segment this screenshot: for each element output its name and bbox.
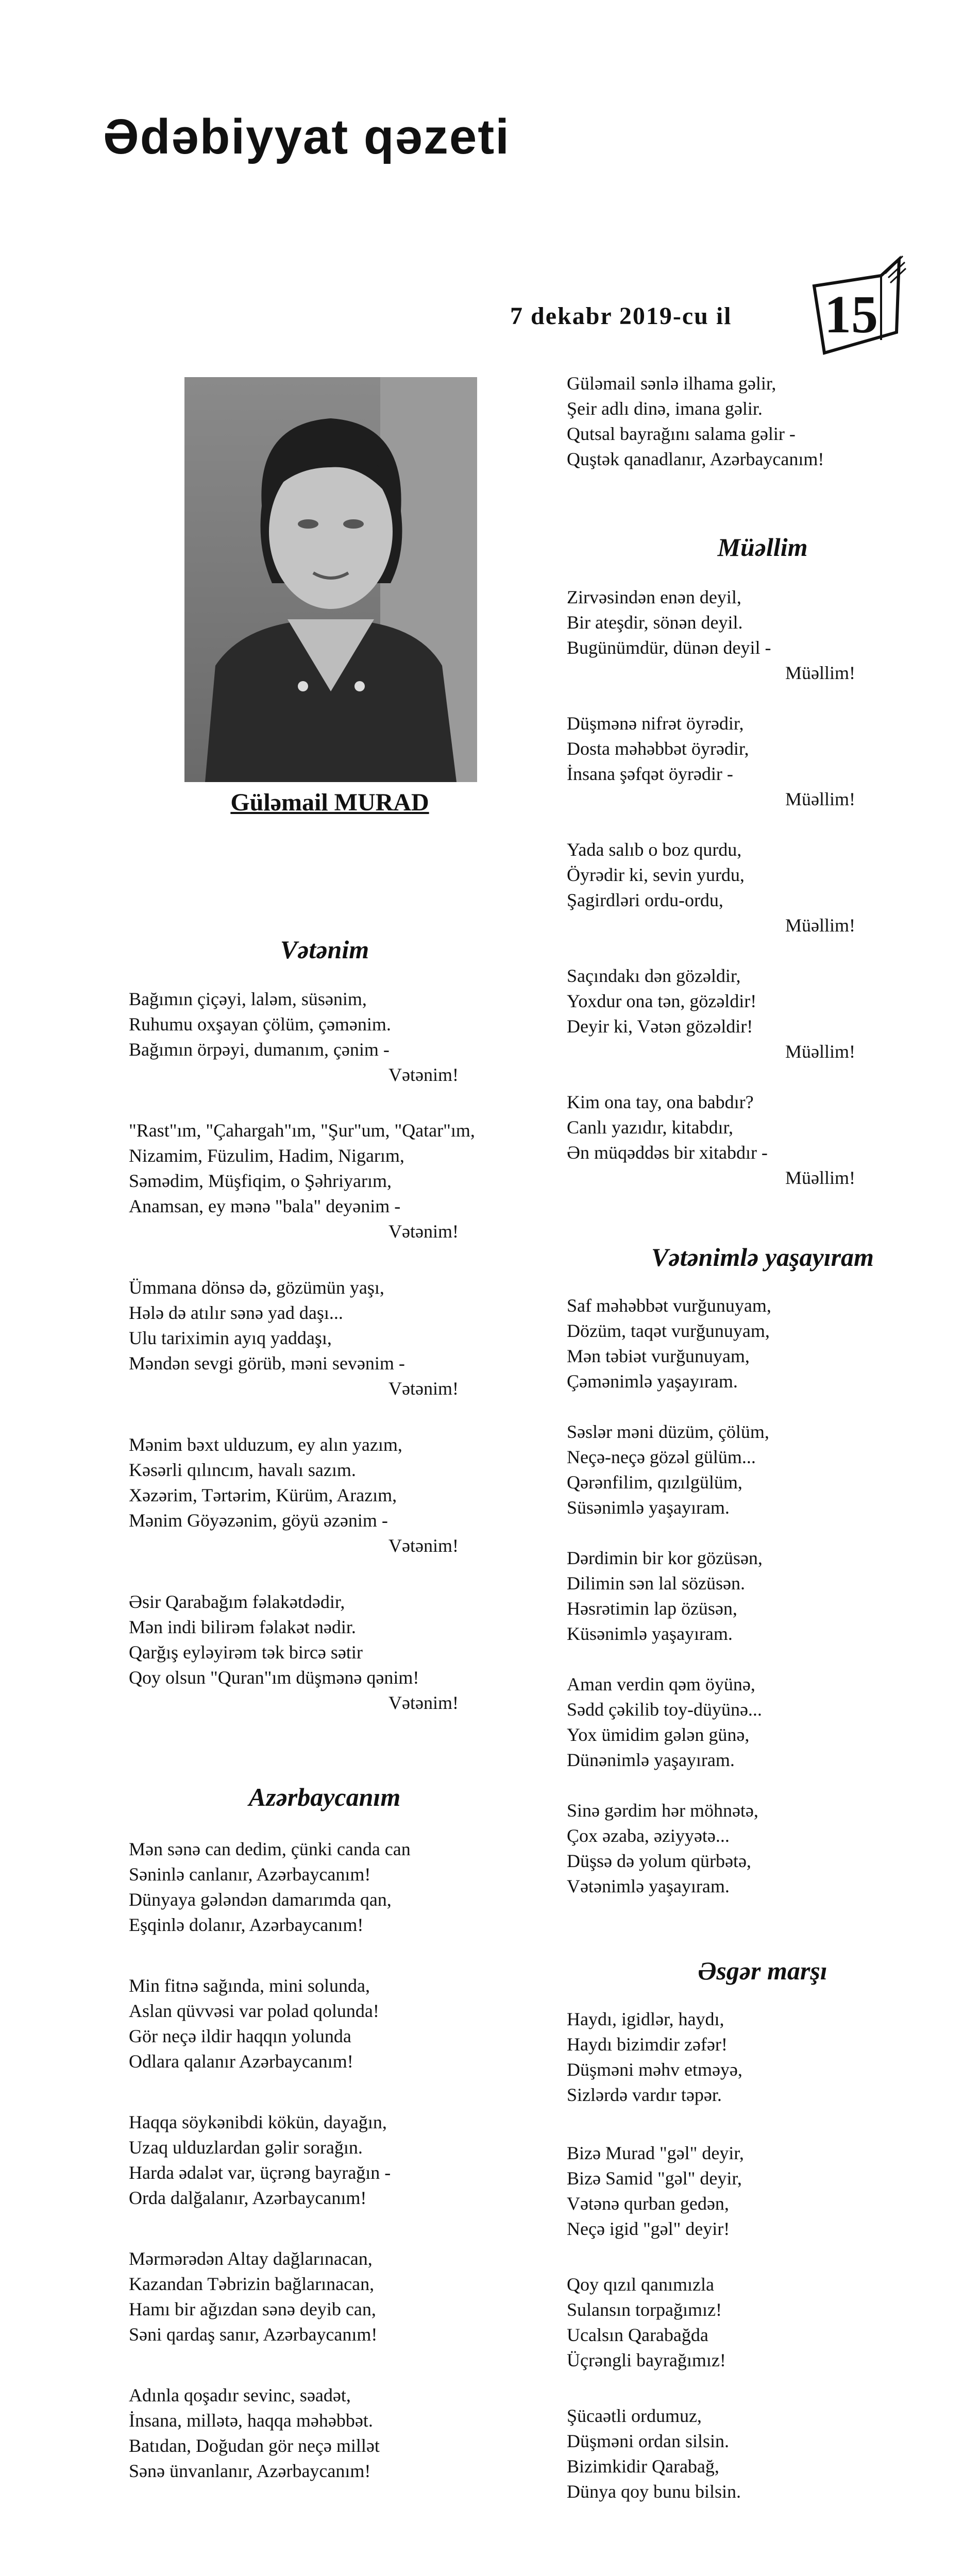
poem-refrain: Müəllim! [785,915,855,936]
issue-number: 15 [824,285,878,344]
poem-title-vetenim: Vətənim [280,935,369,964]
poem-line: Neçə igid "gəl" deyir! [567,2218,730,2239]
stanza [567,711,855,812]
stanza [567,1546,763,1647]
poem-line: Ucalsın Qarabağda [567,2325,708,2345]
stanza [129,2246,377,2347]
stanza [129,1275,459,1401]
poem-line: Dərdimin bir kor gözüsən, [567,1548,763,1568]
poem-line: Qərənfilim, qızılgülüm, [567,1472,742,1493]
stanza [129,2110,391,2211]
poem-line: Kim ona tay, ona babdır? [567,1092,754,1112]
poem-title-vetenimle: Vətənimlə yaşayıram [651,1243,874,1272]
poem-line: Neçə-neçə gözəl gülüm... [567,1447,756,1467]
poem-line: Saçındakı dən gözəldir, [567,965,741,986]
stanza [567,1672,762,1773]
poem-line: Deyir ki, Vətən gözəldir! [567,1016,753,1037]
poem-line: Sizlərdə vardır təpər. [567,2084,722,2105]
poem-line: Batıdan, Doğudan gör neçə millət [129,2435,380,2456]
poem-line: Min fitnə sağında, mini solunda, [129,1975,370,1996]
poem-line: Qarğış eyləyirəm tək bircə sətir [129,1642,363,1663]
poem-line: Kazandan Təbrizin bağlarınacan, [129,2274,375,2294]
poem-line: Ən müqəddəs bir xitabdır - [567,1142,768,1163]
poem-line: Həsrətimin lap özüsən, [567,1598,737,1619]
poem-line: Odlara qalanır Azərbaycanım! [129,2051,353,2072]
poem-line: Səni qardaş sanır, Azərbaycanım! [129,2324,378,2345]
open-book-icon [804,255,907,358]
poem-line: Dünya qoy bunu bilsin. [567,2481,741,2502]
poem-line: Çəmənimlə yaşayıram. [567,1371,738,1392]
poem-line: "Rast"ım, "Çahargah"ım, "Şur"um, "Qatar"ım, [129,1120,475,1141]
poem-title-azerbaycanim: Azərbaycanım [248,1783,401,1811]
poem-line: Vətənimlə yaşayıram. [567,1876,730,1896]
portrait-photo-icon [184,377,477,782]
poem-line: Aman verdin qəm öyünə, [567,1674,755,1694]
poem-line: Yada salıb o boz qurdu, [567,839,742,860]
poem-line: Mənim Göyəzənim, göyü əzənim - [129,1510,388,1531]
poem-line: Dosta məhəbbət öyrədir, [567,738,749,759]
poem-line: Sulansın torpağımız! [567,2299,722,2320]
poem-line: Adınla qoşadır sevinc, səadət, [129,2385,351,2405]
poem-line: Yox ümidim gələn günə, [567,1724,750,1745]
stanza [567,1293,771,1394]
poem-line: Yoxdur ona tən, gözəldir! [567,991,757,1011]
newspaper-title: Ədəbiyyat qəzeti [103,109,510,164]
poem-line: Vətənə qurban gedən, [567,2193,729,2214]
poem-line: Bizimkidir Qarabağ, [567,2456,719,2477]
poem-line: Hələ də atılır sənə yad daşı... [129,1302,343,1323]
poem-line: Quştək qanadlanır, Azərbaycanım! [567,449,824,469]
poem-line: Mən sənə can dedim, çünki canda can [129,1839,411,1859]
issue-number-badge [804,255,907,358]
stanza [567,2007,742,2108]
poem-line: Sinə gərdim hər möhnətə, [567,1800,758,1821]
poem-line: Hamı bir ağızdan sənə deyib can, [129,2299,376,2319]
poem-refrain: Müəllim! [785,1041,855,1062]
poem-refrain: Vətənim! [388,1535,459,1556]
stanza [129,1589,459,1716]
poem-line: Məndən sevgi görüb, məni sevənim - [129,1353,405,1374]
poem-line: Mərmərədən Altay dağlarınacan, [129,2248,373,2269]
poem-line: Öyrədir ki, sevin yurdu, [567,865,745,885]
poem-refrain: Müəllim! [785,1167,855,1188]
poem-line: Səninlə canlanır, Azərbaycanım! [129,1864,371,1885]
poem-line: Dilimin sən lal sözüsən. [567,1573,745,1594]
poem-refrain: Vətənim! [388,1221,459,1242]
author-photo [184,377,477,782]
poem-line: Güləmail sənlə ilhama gəlir, [567,373,776,394]
poem-refrain: Müəllim! [785,789,855,809]
poem-refrain: Vətənim! [388,1378,459,1399]
stanza [129,987,459,1088]
stanza [567,963,855,1064]
stanza [567,1419,769,1520]
stanza [567,2403,741,2504]
stanza [567,1798,758,1899]
poem-line: Dözüm, taqət vurğunuyam, [567,1320,770,1341]
poem-line: Mən təbiət vurğunuyam, [567,1346,750,1366]
poem-line: Əsir Qarabağım fəlakətdədir, [129,1591,345,1612]
stanza [129,1973,379,2074]
stanza [129,2383,380,2484]
poem-line: Ruhumu oxşayan çölüm, çəmənim. [129,1014,391,1035]
poem-line: Bağımın örpəyi, dumanım, çənim - [129,1039,390,1060]
stanza [567,837,855,938]
poem-line: Aslan qüvvəsi var polad qolunda! [129,2001,379,2021]
poem-line: Dünənimlə yaşayıram. [567,1750,735,1770]
poem-line: Səmədim, Müşfiqim, o Şəhriyarım, [129,1171,392,1191]
stanza [567,585,855,686]
poem-line: Şücaətli ordumuz, [567,2405,702,2426]
poem-line: Ulu tariximin ayıq yaddaşı, [129,1328,332,1348]
poem-line: Mən indi bilirəm fəlakət nədir. [129,1617,356,1637]
stanza [129,1118,475,1244]
poem-line: Düşmənə nifrət öyrədir, [567,713,744,734]
poem-line: Haqqa söykənibdi kökün, dayağın, [129,2112,387,2132]
poem-line: Süsənimlə yaşayıram. [567,1497,730,1518]
poem-line: Gör neçə ildir haqqın yolunda [129,2026,351,2046]
poem-line: Saf məhəbbət vurğunuyam, [567,1295,771,1316]
poem-line: Orda dalğalanır, Azərbaycanım! [129,2188,367,2208]
poem-title-muellim: Müəllim [717,533,808,562]
poem-line: Ümmana dönsə də, gözümün yaşı, [129,1277,384,1298]
issue-date: 7 dekabr 2019-cu il [510,302,732,330]
poem-line: Bizə Samid "gəl" deyir, [567,2168,742,2189]
poem-line: Bizə Murad "gəl" deyir, [567,2143,744,2163]
author-name: Güləmail MURAD [230,789,429,816]
poem-line: Düşməni məhv etməyə, [567,2059,742,2080]
poem-line: Üçrəngli bayrağımız! [567,2350,726,2370]
poem-line: Dünyaya gələndən damarımda qan, [129,1889,392,1910]
poem-line: Bugünümdür, dünən deyil - [567,637,771,658]
stanza [567,2141,744,2242]
poem-line: Küsənimlə yaşayıram. [567,1623,733,1644]
poem-line: Qoy olsun "Quran"ım düşmənə qənim! [129,1667,419,1688]
poem-title-esger: Əsgər marşı [698,1956,827,1985]
stanza [129,1837,411,1938]
poem-line: Xəzərim, Tərtərim, Kürüm, Arazım, [129,1485,397,1505]
poem-line: Eşqinlə dolanır, Azərbaycanım! [129,1914,364,1935]
poem-line: Düşməni ordan silsin. [567,2431,729,2451]
poem-line: Sədd çəkilib toy-düyünə... [567,1699,762,1720]
stanza [567,2272,726,2373]
poem-line: Nizamim, Füzulim, Hadim, Nigarım, [129,1145,404,1166]
poem-line: Sənə ünvanlanır, Azərbaycanım! [129,2461,371,2481]
poem-line: Səslər məni düzüm, çölüm, [567,1421,769,1442]
poem-refrain: Müəllim! [785,663,855,683]
poem-line: Bir ateşdir, sönən deyil. [567,612,743,633]
poem-line: Uzaq ulduzlardan gəlir sorağın. [129,2137,363,2158]
poem-refrain: Vətənim! [388,1692,459,1713]
stanza [129,1432,459,1558]
poem-line: Şagirdləri ordu-ordu, [567,890,723,910]
poem-line: Qoy qızıl qanımızla [567,2274,714,2295]
poem-line: Çox əzaba, əziyyətə... [567,1825,730,1846]
poem-line: Mənim bəxt ulduzum, ey alın yazım, [129,1434,402,1455]
poem-line: Bağımın çiçəyi, laləm, süsənim, [129,989,367,1009]
poem-line: Canlı yazıdır, kitabdır, [567,1117,734,1138]
poem-line: Zirvəsindən enən deyil, [567,587,741,607]
poem-line: Harda ədalət var, üçrəng bayrağın - [129,2162,391,2183]
poem-line: Anamsan, ey mənə "bala" deyənim - [129,1196,401,1216]
poem-line: Haydı bizimdir zəfər! [567,2034,728,2055]
poem-line: Şeir adlı dinə, imana gəlir. [567,398,763,419]
poem-line: İnsana, millətə, haqqa məhəbbət. [129,2410,373,2431]
poem-line: Düşsə də yolum qürbətə, [567,1851,751,1871]
poem-line: Kəsərli qılıncım, havalı sazım. [129,1460,356,1480]
poem-line: Qutsal bayrağını salama gəlir - [567,423,796,444]
poem-line: Haydı, igidlər, haydı, [567,2009,724,2029]
stanza [567,1090,855,1191]
poem-refrain: Vətənim! [388,1064,459,1085]
stanza [567,371,824,472]
poem-line: İnsana şəfqət öyrədir - [567,764,733,784]
